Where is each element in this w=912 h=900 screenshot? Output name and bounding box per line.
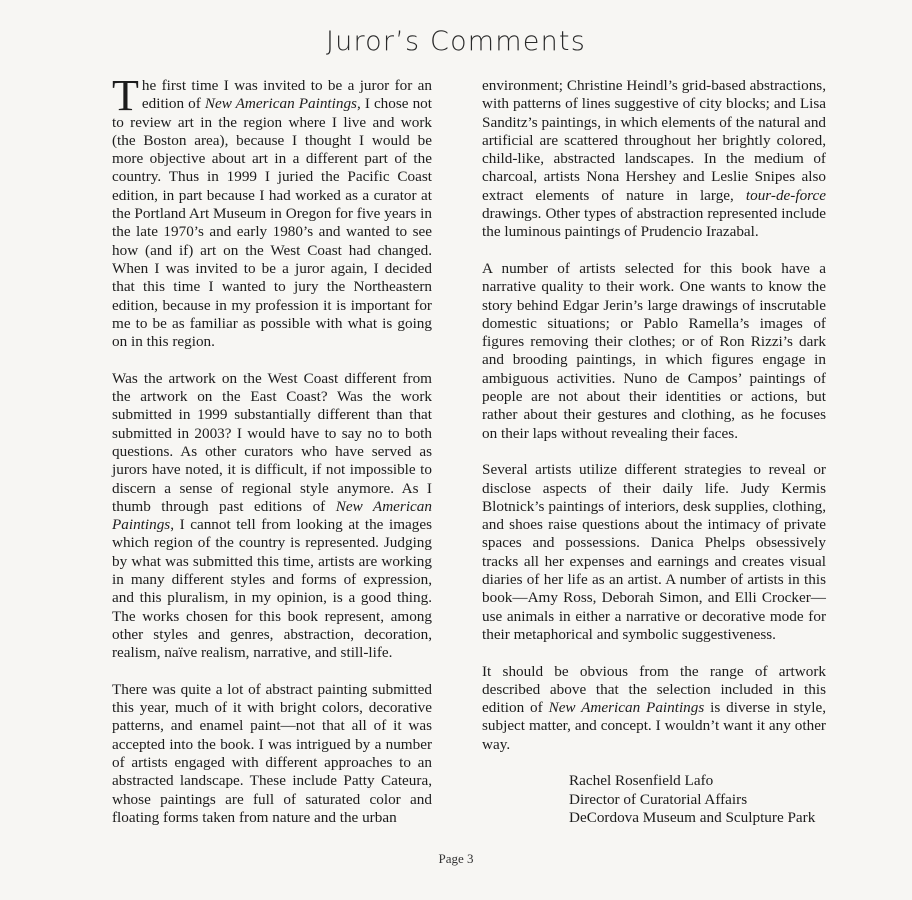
italic-term: tour-de-force — [745, 186, 826, 204]
text-run: It should be obvious from the range of artwork described above that the selection included in this edition of — [482, 662, 826, 717]
text-run: drawings. Other types of abstraction represented include the luminous paintings of Prudencio Irazabal. — [482, 205, 826, 241]
left-column — [112, 71, 432, 845]
paragraph-conclusion — [482, 663, 826, 754]
right-column — [482, 77, 826, 827]
signature-name: Rachel Rosenfield Lafo — [569, 772, 714, 790]
paragraph-abstract: There was quite a lot of abstract painting submitted this year, much of it with bright colors, decorative patterns, and enamel paint—not that all of it was accepted into the book. I was intrigued by a number of artists engaged with different approaches to an abstracted landscape. These include Patty Cateura, whose paintings are full of saturated color and floating forms taken from nature and the urban — [112, 680, 432, 826]
signature-organization: DeCordova Museum and Sculpture Park — [569, 808, 816, 826]
text-run: environment; Christine Heindl’s grid-based abstractions, with patterns of lines suggestive of city blocks; and Lisa Sanditz’s paintings, in which elements of the natural and artificial are scattered throughout her brightly colored, child-like, abstracted landscapes. In the medium of charcoal, artists Nona Hershey and Leslie Snipes also extract elements of nature in large, — [482, 77, 826, 204]
page-number: Page 3 — [438, 851, 474, 866]
page-title: Juror’s Comments — [326, 26, 586, 57]
paragraph-regional — [112, 370, 432, 663]
text-run: Was the artwork on the West Coast different from the artwork on the East Coast? Was the work submitted in 1999 substantially different than that submitted in 2003? I would have to say no to both questions. As other curators who have served as jurors have noted, it is difficult, if not impossible to discern a sense of regional style anymore. As I thumb through past editions of — [112, 369, 432, 515]
text-run: is diverse in style, subject matter, and concept. I wouldn’t want it any other way. — [482, 699, 826, 753]
paragraph-intro — [112, 71, 432, 351]
paragraph-abstract-cont — [482, 77, 826, 242]
signature-block — [569, 772, 826, 827]
text-run: he first time I was invited to be a juror for an edition of — [141, 77, 432, 113]
text-run: , I chose not to review art in the region where I live and work (the Boston area), because I thought I would be more objective about art in a different part of the country. Thus in 1999 I juried the Pacific Coast edition, in part because I had worked as a curator at the Portland Art Museum in Oregon for five years in the late 1970’s and early 1980’s and wanted to see how (and if) art on the West Coast had changed. When I was invited to be a juror again, I decided that this time I wanted to jury the Northeastern edition, because in my profession it is important for me to be as familiar as possible with what is going on in this region. — [112, 95, 432, 351]
italic-title: New American Paintings — [548, 699, 705, 717]
text-run: , I cannot tell from looking at the images which region of the country is represented. Judging by what was submitted this time, artists are working in many different styles and forms of expression, and this pluralism, in my opinion, is a good thing. The works chosen for this book represent, among other styles and genres, abstraction, decoration, realism, naïve realism, narrative, and still-life. — [112, 516, 432, 662]
paragraph-narrative: A number of artists selected for this book have a narrative quality to their work. One wants to know the story behind Edgar Jerin’s large drawings of inscrutable domestic situations; or Pablo Ramella’s images of figures removing their clothes; or of Ron Rizzi’s dark and brooding paintings, in which figures engage in ambiguous activities. Nuno de Campos’ paintings of people are not about their identities or actions, but rather about their gestures and clothing, as he focuses on their laps without revealing their faces. — [482, 259, 826, 442]
italic-title: New American Paintings — [204, 95, 357, 113]
paragraph-daily-life: Several artists utilize different strategies to reveal or disclose aspects of their daily life. Judy Kermis Blotnick’s paintings of interiors, desk supplies, clothing, and shoes raise questions about the intimacy of private spaces and possessions. Danica Phelps obsessively tracks all her expenses and earnings and creates visual diaries of her life as an artist. A number of artists in this book—Amy Ross, Deborah Simon, and Elli Crocker—use animals in either a narrative or decorative mode for their metaphorical and symbolic suggestiveness. — [482, 461, 826, 643]
italic-title: New American Paintings — [112, 497, 432, 534]
signature-role: Director of Curatorial Affairs — [569, 790, 748, 808]
drop-cap: T — [112, 71, 139, 120]
